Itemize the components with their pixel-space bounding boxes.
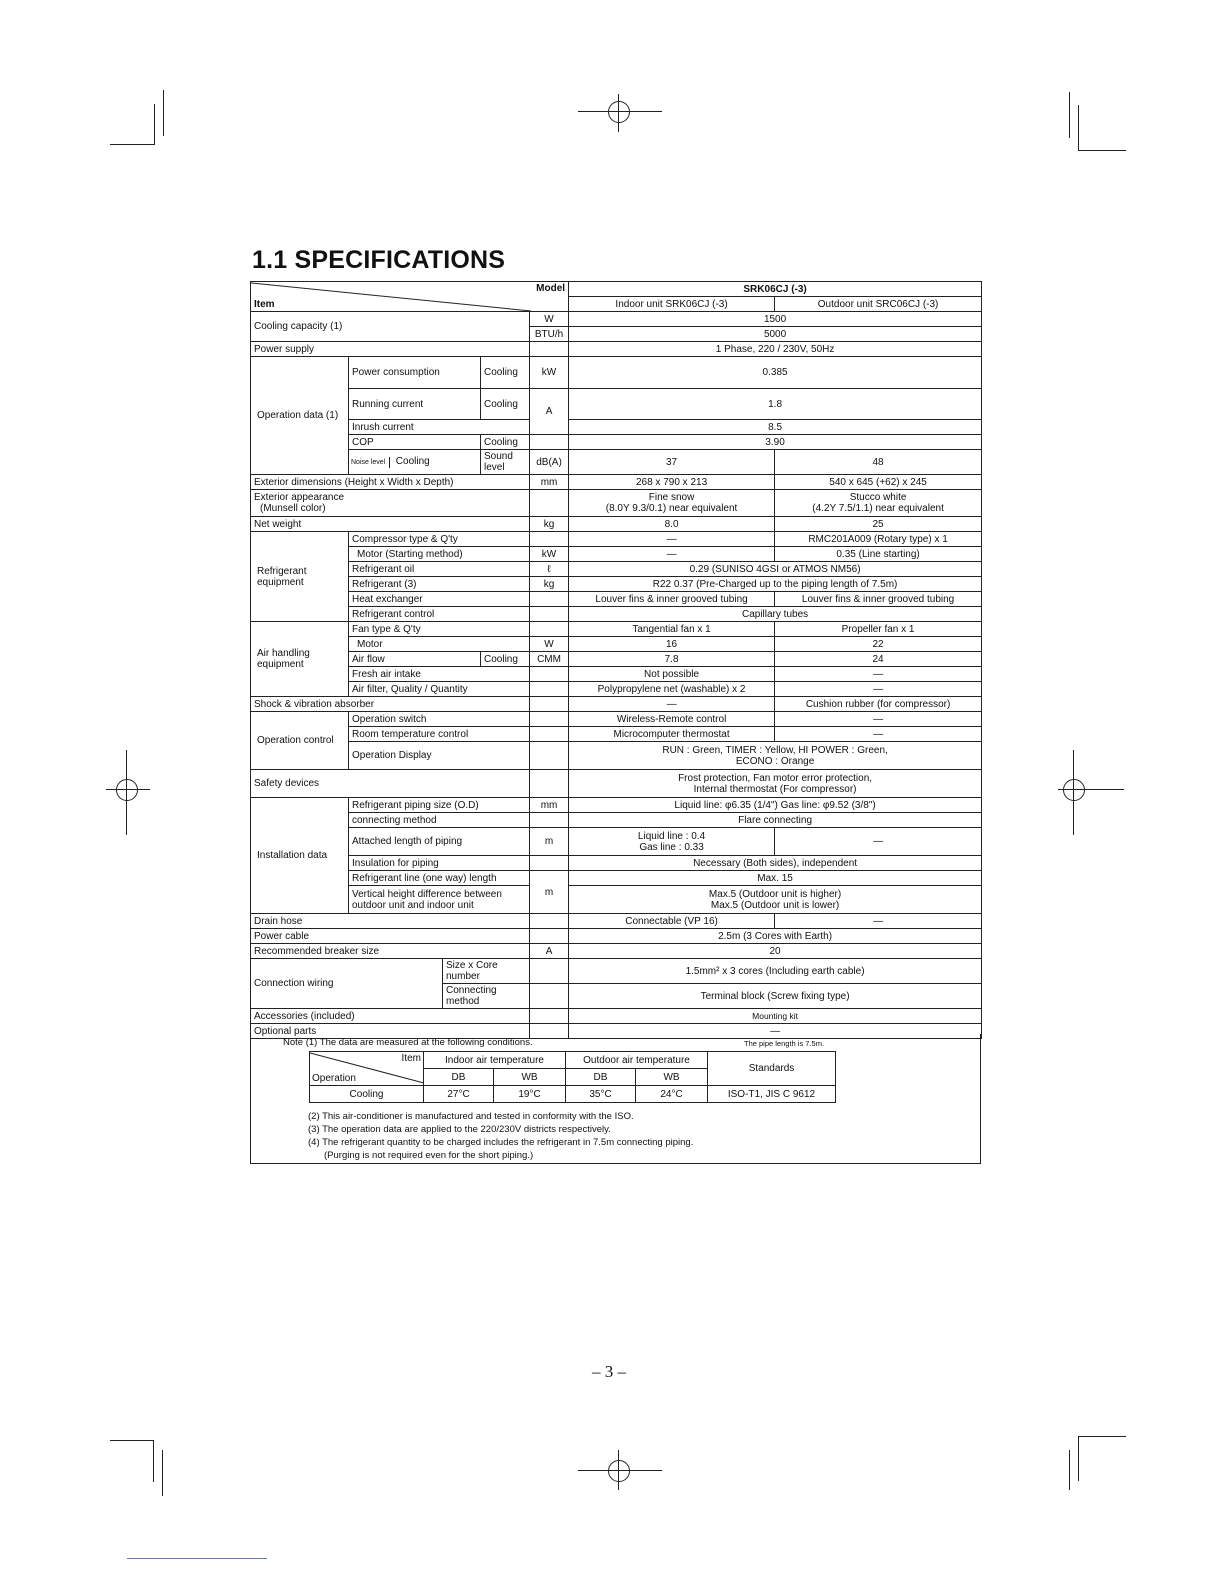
- pipe-length-note: The pipe length is 7.5m.: [744, 1039, 825, 1048]
- notes-list: (2) This air-conditioner is manufactured and tested in conformity with the ISO. (3) The operation data are applied to the 220/230V districts respectively. (4) The refrigerant quantity to be charged includes the refrigerant in 7.5m connecting piping. (Purging is not required even for the short piping.): [308, 1111, 694, 1161]
- registration-mark-icon: [116, 779, 138, 801]
- page-number: – 3 –: [592, 1362, 626, 1381]
- conditions-table: Item Operation Indoor air temperature Outdoor air temperature Standards DB WB DB WB Cooling 27°C 19°C 35°C 24°C ISO-T1, JIS C 9612: [309, 1051, 836, 1103]
- crop-mark: [1069, 1450, 1070, 1490]
- notes-block: [250, 1034, 981, 1164]
- page-title: 1.1 SPECIFICATIONS: [252, 246, 506, 274]
- crop-mark: [1073, 750, 1074, 835]
- crop-mark: [1078, 1436, 1079, 1481]
- crop-mark: [1078, 1436, 1126, 1437]
- crop-mark: [162, 1450, 163, 1496]
- outdoor-unit-header: Outdoor unit SRC06CJ (-3): [775, 297, 982, 312]
- group-label: Refrigerant equipment: [251, 532, 349, 622]
- crop-mark: [1058, 789, 1124, 790]
- crop-mark: [1078, 105, 1079, 150]
- crop-mark: [1078, 150, 1126, 151]
- specifications-table: Model Item SRK06CJ (-3) Indoor unit SRK06CJ (-3) Outdoor unit SRC06CJ (-3) Cooling capacity (1) W 1500 BTU/h 5000 Power supply 1 Phase, 220 / 230V, 50Hz Operation data (1) Power consumption Cooling kW 0.385 Running current Cooling A 1.8 Inrush current 8.5 COP Cooling 3.90 Noise level Cooling Sound level dB(A) 37 48 Exterior dimensions (Height x Width x Depth) mm 268 x 790 x 213 540 x 645 (+62) x 245 Exterior appearance (Munsell color) Fine snow (8.0Y 9.3/0.1) near equivalent Stucco white (4.2Y 7.5/1.1) near equivalent Net weight kg 8.0 25 Refrigerant equipment Compressor type & Q'ty — RMC201A009 (Rotary type) x 1 Motor (Starting method) kW — 0.35 (Line starting) Refrigerant oil ℓ 0.29 (SUNISO 4GSI or ATMOS NM56) Refrigerant (3) kg R22 0.37 (Pre-Charged up to the piping length of 7.5m) Heat exchanger Louver fins & inner grooved tubing Louver fins & inner grooved tubing Refrigerant control Capillary tubes Air handling equipment Fan type & Q'ty Tangential fan x 1 Propeller fan x 1 Motor W 16 22 Air flow Cooling CMM 7.8 24 Fresh air intake Not possible — Air filter, Quality / Quantity Polypropylene net (washable) x 2 — Shock & vibration absorber — Cushion rubber (for compressor) Operation control Operation switch Wireless-Remote control — Room temperature control Microcomputer thermostat — Operation Display RUN : Green, TIMER : Yellow, HI POWER : Green, ECONO : Orange Safety devices Frost protection, Fan motor error protection, Internal thermostat (For compressor) Installation data Refrigerant piping size (O.D) mm Liquid line: φ6.35 (1/4") Gas line: φ9.52 (3/8") connecting method Flare connecting Attached length of piping m Liquid line : 0.4 Gas line : 0.33 — Insulation for piping Necessary (Both sides), independent Refrigerant line (one way) length m Max. 15 Vertical height difference between outdoor unit and indoor unit Max.5 (Outdoor unit is higher) Max.5 (Outdoor unit is lower) Drain hose Connectable (VP 16) — Power cable 2.5m (3 Cores with Earth) Recommended breaker size A 20 Connection wiring Size x Core number 1.5mm² x 3 cores (Including earth cable) Connecting method Terminal block (Screw fixing type) Accessories (included) Mounting kit Optional parts —: [250, 281, 982, 1039]
- registration-mark-icon: [608, 101, 630, 123]
- model-name: SRK06CJ (-3): [569, 282, 982, 297]
- group-label: Operation data (1): [251, 357, 349, 475]
- crop-mark: [106, 789, 150, 790]
- group-label: Air handling equipment: [251, 622, 349, 697]
- note-1: Note (1) The data are measured at the following conditions.: [283, 1037, 533, 1048]
- crop-mark: [578, 1470, 662, 1471]
- crop-mark: [126, 750, 127, 835]
- footer-line: [127, 1558, 267, 1559]
- crop-mark: [1069, 92, 1070, 138]
- crop-mark: [618, 94, 619, 132]
- header-corner: Model Item: [251, 282, 569, 312]
- row-label: Power supply: [251, 342, 530, 357]
- crop-mark: [110, 144, 155, 145]
- crop-mark: [163, 90, 164, 136]
- registration-mark-icon: [608, 1460, 630, 1482]
- group-label: Installation data: [251, 798, 349, 914]
- crop-mark: [578, 111, 662, 112]
- group-label: Operation control: [251, 712, 349, 770]
- indoor-unit-header: Indoor unit SRK06CJ (-3): [569, 297, 775, 312]
- crop-mark: [110, 1440, 154, 1441]
- crop-mark: [153, 1440, 154, 1482]
- crop-mark: [154, 104, 155, 145]
- row-label: Cooling capacity (1): [251, 312, 530, 342]
- crop-mark: [618, 1450, 619, 1490]
- registration-mark-icon: [1063, 779, 1085, 801]
